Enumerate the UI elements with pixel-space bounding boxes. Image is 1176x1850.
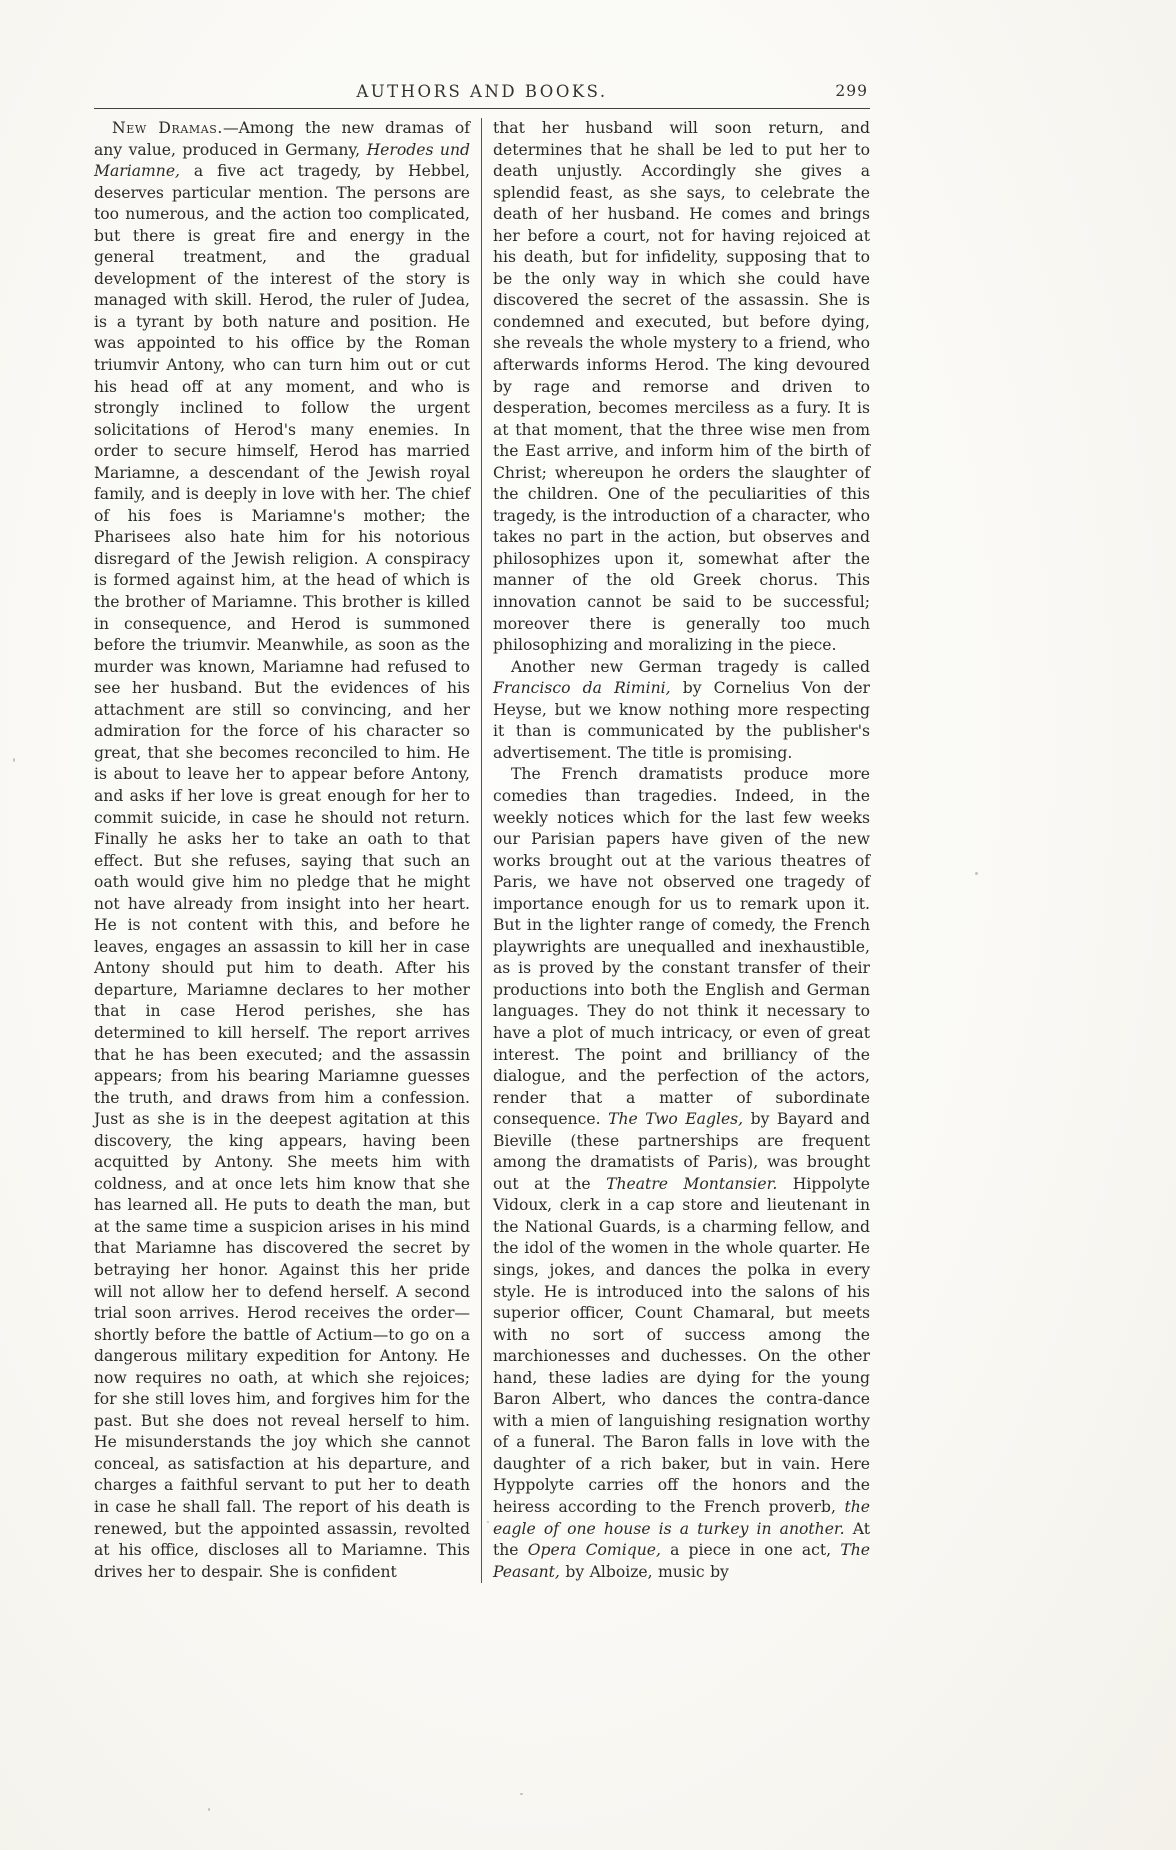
text-run: Opera Comique, xyxy=(527,1541,661,1560)
text-run: The Two Eagles, xyxy=(608,1110,744,1129)
scan-speck xyxy=(208,1808,210,1811)
text-run: New Dramas. xyxy=(112,119,223,137)
two-column-text xyxy=(94,118,870,1583)
text-run: Another new German tragedy is called xyxy=(511,657,870,676)
text-run: by Cornelius Von der Heyse, but we know nothing more respecting it than is communicated by the publisher's advertisement. The title is promising. xyxy=(493,679,871,762)
text-run: The Peasant, xyxy=(493,1541,870,1581)
scan-speck xyxy=(975,872,978,875)
paragraph xyxy=(493,118,870,657)
running-head xyxy=(94,82,870,109)
page-content xyxy=(94,82,870,1583)
scan-speck xyxy=(487,1521,489,1523)
paragraph xyxy=(94,118,470,1583)
scan-speck xyxy=(520,1793,523,1795)
text-run: At the xyxy=(493,1519,871,1560)
text-run: a five act tragedy, by Hebbel, deserves particular mention. The persons are too numerous, and the action too complicated, but there is great fire and energy in the general treatment, and the gradual development of the interest of the story is managed with skill. Herod, the ruler of Judea, is a tyrant by both nature and position. He was appointed to his office by the Roman triumvir Antony, who can turn him out or cut his head off at any moment, and who is strongly inclined to follow the urgent solicitations of Herod's many enemies. In order to secure himself, Herod has married Mariamne, a descendant of the Jewish royal family, and is deeply in love with her. The chief of his foes is Mariamne's mother; the Pharisees also hate him for his notorious disregard of the Jewish religion. A conspiracy is formed against him, at the head of which is the brother of Mariamne. This brother is killed in consequence, and Herod is summoned before the triumvir. Meanwhile, as soon as the murder was known, Mariamne had refused to see her husband. But the evidences of his attachment are still so convincing, and her admiration for the force of his character so great, that she becomes reconciled to him. He is about to leave her to appear before Antony, and asks if her love is great enough for her to commit suicide, in case he should not return. Finally he asks her to take an oath to that effect. But she refuses, saying that such an oath would give him no pledge that he might not have already from insight into her heart. He is not content with this, and before he leaves, engages an assassin to kill her in case Antony should put him to death. After his departure, Mariamne declares to her mother that in case Herod perishes, she has determined to kill herself. The report arrives that he has been executed; and the assassin appears; from his bearing Mariamne guesses the truth, and draws from him a confession. Just as she is in the deepest agitation at this discovery, the king appears, having been acquitted by Antony. She meets him with coldness, and at once lets him know that she has learned all. He puts to death the man, but at the same time a suspicion arises in his mind that Mariamne has discovered the secret by betraying her honor. Against this her pride will not allow her to defend herself. A second trial soon arrives. Herod receives the order—shortly before the battle of Actium—to go on a dangerous military expedition for Antony. He now requires no oath, at which she rejoices; for she still loves him, and forgives him for the past. But she does not reveal herself to him. He misunderstands the joy which she cannot conceal, as satisfaction at his departure, and charges a faithful servant to put her to death in case he shall fall. The report of his death is renewed, but the appointed assassin, revolted at his office, discloses all to Mariamne. This drives her to despair. She is confident xyxy=(94,162,470,1581)
text-run: Herodes und Mariamne, xyxy=(94,140,470,181)
text-run: The French dramatists produce more comedies than tragedies. Indeed, in the weekly notices which for the last few weeks our Parisian papers have given of the new works brought out at the various theatres of Paris, we have not observed one tragedy of importance enough for us to remark upon it. But in the lighter range of comedy, the French playwrights are unequalled and inexhaustible, as is proved by the constant transfer of their productions into both the English and German languages. They do not think it necessary to have a plot of much intricacy, or even of great interest. The point and brilliancy of the dialogue, and the perfection of the actors, render that a matter of subordinate consequence. xyxy=(493,765,870,1129)
text-run: Theatre Montansier. xyxy=(606,1174,778,1193)
paragraph xyxy=(493,657,870,765)
text-run: that her husband will soon return, and determines that he shall be led to put her to death unjustly. Accordingly she gives a splendid feast, as she says, to celebrate the death of her husband. He comes and brings her before a court, not for having rejoiced at his death, but for infidelity, supposing that to be the only way in which she could have discovered the secret of the assassin. She is condemned and executed, but before dying, she reveals the whole mystery to a friend, who afterwards informs Herod. The king devoured by rage and remorse and driven to desperation, becomes merciless as a fury. It is at that moment, that the three wise men from the East arrive, and inform him of the birth of Christ; whereupon he orders the slaughter of the children. One of the peculiarities of this tragedy, is the introduction of a character, who takes no part in the action, but observes and philosophizes upon it, somewhat after the manner of the old Greek chorus. This innovation cannot be said to be successful; moreover there is generally too much philosophizing and moralizing in the piece. xyxy=(493,119,870,655)
text-run: a piece in one act, xyxy=(660,1541,841,1560)
scan-speck xyxy=(13,758,15,762)
paragraph xyxy=(493,764,870,1583)
text-run: Hippolyte Vidoux, clerk in a cap store and lieutenant in the National Guards, is a charming fellow, and the idol of the women in the whole quarter. He sings, jokes, and dances the polka in every style. He is introduced into the salons of his superior officer, Count Chamaral, but meets with no sort of success among the marchionesses and duchesses. On the other hand, these ladies are dying for the young Baron Albert, who dances the contra-dance with a mien of languishing resignation worthy of a funeral. The Baron falls in love with the daughter of a rich baker, but in vain. Here Hyppolyte carries off the honors and the heiress according to the French proverb, xyxy=(493,1174,870,1516)
text-run: Francisco da Rimini, xyxy=(493,679,671,698)
text-run: by Alboize, music by xyxy=(559,1562,729,1581)
text-run: the eagle of one house is a turkey in another. xyxy=(493,1498,870,1538)
page-title: AUTHORS AND BOOKS. xyxy=(356,82,608,101)
text-run: by Bayard and Bieville (these partnerships are frequent among the dramatists of Paris), was brought out at the xyxy=(493,1110,870,1193)
text-run: —Among the new dramas of any value, produced in Germany, xyxy=(94,119,470,159)
column-left xyxy=(94,118,482,1583)
column-right xyxy=(482,118,870,1583)
page-number: 299 xyxy=(835,82,868,100)
